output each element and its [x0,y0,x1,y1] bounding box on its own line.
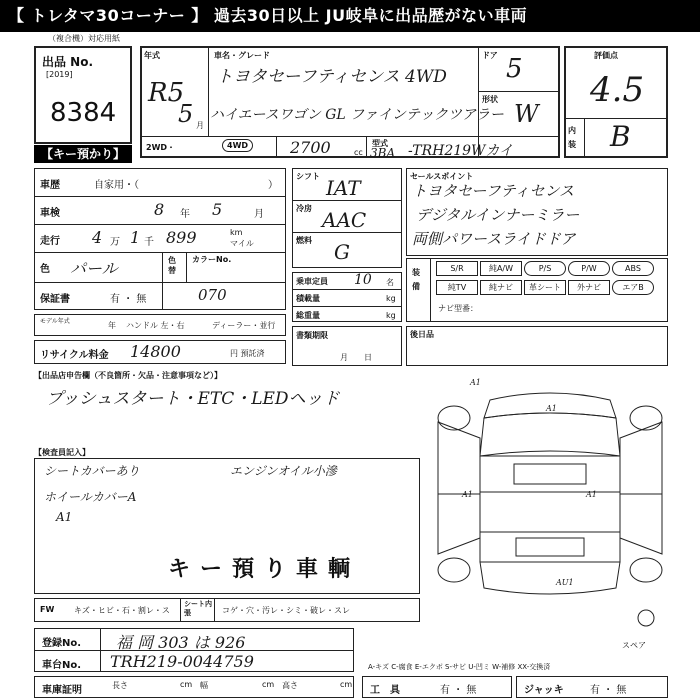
value-capacity: 10 [354,272,372,288]
label-chassis: 車台No. [42,660,82,671]
label-weight: 総重量 [296,311,320,320]
label-drive-circled: 4WD [222,139,253,152]
diagram-mark-3: A1 [586,490,597,499]
label-color-no: カラーNo. [192,255,232,264]
equip-abs: ABS [612,261,654,276]
label-inspector: 【検査員記入】 [34,448,90,457]
label-car-name: 車名・グレード [214,51,270,60]
inspector-line2: ホイールカバーA [44,490,137,504]
value-chassis: TRH219-0044759 [110,652,254,671]
value-name-line1: トヨタセーフティセンス 4WD [216,67,447,87]
label-doors: ドア [482,51,498,60]
label-score: 評価点 [594,51,618,60]
label-registration: 登録No. [42,638,82,649]
mileage-a: 4 [92,228,103,247]
label-drive: 2WD・ [146,143,176,152]
inspection-month: 5 [212,200,223,219]
cert-hgt-unit: cm [340,680,353,689]
equip-leather: 革シート [524,280,566,295]
key-tag: 【キー預かり】 [34,145,132,163]
label-color: 色 [40,264,50,275]
mileage-km: km [230,228,243,237]
declaration-text: プッシュスタート・ETC・LEDヘッド [46,389,340,409]
label-interior: 内装 [568,126,576,149]
inspection-mo: 月 [254,209,264,220]
value-month: 5 [178,100,194,128]
cert-len: 長さ [112,681,128,690]
value-model: -TRH219Wカイ [408,143,514,159]
label-model: 型式 [372,139,388,148]
equip-ps: P/S [524,261,566,276]
value-score: 4.5 [590,70,645,110]
value-color-no: 070 [198,286,227,304]
label-rear: 後日品 [410,330,434,339]
label-inspection: 車検 [40,208,60,219]
lot-number: 8384 [50,98,117,128]
value-name-line2: ハイエースワゴン GL ファインテックツアラー [210,107,504,123]
sales-line2: デジタルインナーミラー [416,206,580,224]
value-color: パール [70,259,118,278]
cert-wid: 幅 [200,681,208,690]
label-history: 車歴 [40,180,60,191]
mileage-man: 万 [110,237,120,248]
banner-title: 【 トレタマ30コーナー 】 過去30日以上 JU岐阜に出品歴がない車両 [0,0,700,32]
model-year-unit: 年 [108,321,116,330]
lot-year: [2019] [46,70,73,79]
jack-options: 有 ・ 無 [590,685,627,696]
rear-box [406,326,668,366]
diagram-mark-5: AU1 [556,578,574,587]
recycle-unit: 円 預託済 [230,349,265,358]
model-dealer: ディーラー・並行 [212,321,276,330]
label-sales: セールスポイント [410,172,474,181]
equip-ext-navi: 外ナビ [568,280,610,295]
value-shape: W [514,100,539,128]
value-recycle: 14800 [130,342,181,361]
value-model-prefix: 3BA [370,146,396,160]
label-equipment: 装備 [412,268,420,291]
history-close: ） [268,180,278,191]
cert-wid-unit: cm [262,680,275,689]
label-seat: シート内張 [184,600,212,617]
car-diagram [420,378,680,630]
diagram-mark-4: A1 [546,404,557,413]
inspection-year: 8 [154,200,165,219]
seat-items: コゲ・穴・汚レ・シミ・破レ・スレ [222,606,350,615]
label-shift: シフト [296,172,320,181]
inspection-yr: 年 [180,209,190,220]
label-cert: 車庫証明 [42,685,82,696]
mileage-mile: マイル [230,239,254,248]
capacity-unit: 名 [386,278,394,287]
model-handle: ハンドル 左・右 [126,321,185,330]
inspector-line1: シートカバーあり [44,464,140,478]
label-warranty: 保証書 [40,294,70,305]
label-recycle: リサイクル料金 [40,350,109,361]
tools-options: 有 ・ 無 [440,685,477,696]
inspector-line3: A1 [56,510,73,524]
cert-hgt: 高さ [282,681,298,690]
lot-box [34,46,132,144]
label-color-change: 色替 [168,256,176,275]
subheader: （複合機）対応用紙 [48,34,120,43]
equip-tv: 純TV [436,280,478,295]
damage-legend: A-キズ C-腐食 E-エクボ S-サビ U-凹ミ W-補修 XX-交換済 [368,663,551,671]
value-doors: 5 [506,54,523,84]
value-shift: IAT [326,176,361,200]
inspector-line4: エンジンオイル小滲 [230,464,337,478]
value-fuel: G [334,240,350,264]
label-mileage: 走行 [40,236,60,247]
label-tools: 工 具 [370,685,400,696]
equip-aw: 純A/W [480,261,522,276]
sales-line1: トヨタセーフティセンス [412,182,575,200]
label-jack: ジャッキ [524,685,564,696]
weight-unit: kg [386,311,396,320]
label-load: 積載量 [296,294,320,303]
history-options: 自家用・（ [94,180,139,191]
warranty-options: 有 ・ 無 [110,294,147,305]
equip-navi: 純ナビ [480,280,522,295]
mileage-b: 1 [130,228,141,247]
key-stamp: キー預り車輌 [168,557,361,582]
displacement-unit: cc [354,148,363,157]
value-year: R5 [148,78,185,108]
label-declaration: 【出品店申告欄（不良箇所・欠品・注意事項など）】 [34,371,222,380]
value-interior: B [610,120,631,153]
cert-box [34,676,354,698]
value-displacement: 2700 [290,138,331,157]
value-registration: 福 岡 303 は 926 [116,633,246,652]
lot-label: 出品 No. [42,55,94,69]
equip-pw: P/W [568,261,610,276]
label-shape: 形状 [482,95,498,104]
value-aircon: AAC [322,208,367,232]
diagram-mark-1: A1 [470,378,481,387]
label-fuel: 燃料 [296,236,312,245]
mileage-c: 899 [166,228,197,247]
mileage-sen: 千 [144,237,154,248]
cert-len-unit: cm [180,680,193,689]
label-capacity: 乗車定員 [296,277,328,286]
spare-label: スペア [622,641,646,650]
label-fw: FW [40,605,55,614]
label-docs: 書類期限 [296,331,328,340]
docs-unit: 月 日 [340,353,372,362]
equip-navi-model: ナビ型番： [438,304,478,313]
equip-sr: S/R [436,261,478,276]
label-aircon: 冷房 [296,204,312,213]
month-mark: 月 [196,121,204,130]
label-nenshiki: 年式 [144,51,160,60]
load-unit: kg [386,294,396,303]
equip-airbag: エアB [612,280,654,295]
fw-items: キズ・ヒビ・石・割レ・ス [74,606,170,615]
diagram-mark-2: A1 [462,490,473,499]
sales-line3: 両側パワースライドドア [412,230,576,248]
label-model-year: モデル年式 [40,318,70,325]
